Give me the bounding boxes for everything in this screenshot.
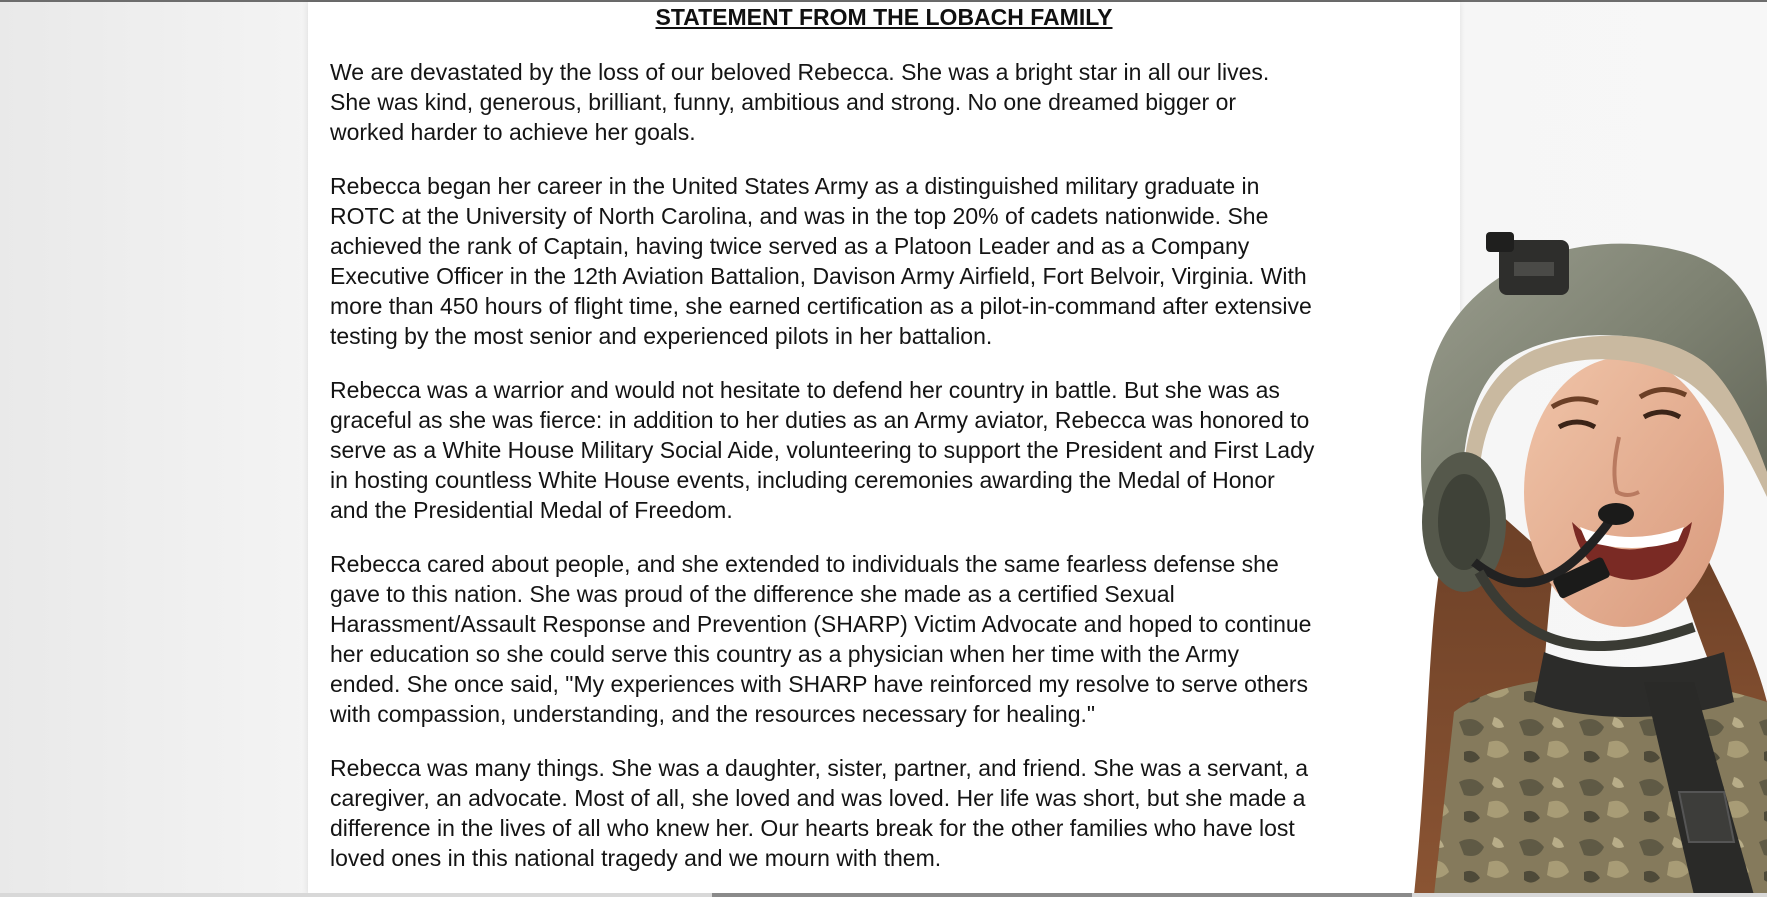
collar (1534, 652, 1734, 717)
paragraph-3: Rebecca was a warrior and would not hesitate to defend her country in battle. But she was as graceful as she was fierce: in addition to her duties as an Army aviator, Rebecca was honored to serve as a White House Military Social Aide, volunteering to support the President and First Lady in hosting countless White House events, including ceremonies awarding the Medal of Honor and the Presidential Medal of Freedom. (330, 377, 1315, 523)
microphone (1598, 503, 1634, 525)
harness-buckle (1679, 792, 1734, 842)
paragraph-4: Rebecca cared about people, and she extended to individuals the same fearless defense she gave to this nation. She was proud of the difference she made as a certified Sexual Harassment/Assault Response and Prevention (SHARP) Victim Advocate and hoped to continue her education so she could serve this country as a physician when her time with the Army ended. She once said, "My experiences with SHARP have reinforced my resolve to serve others with compassion, understanding, and the resources necessary for healing." (330, 551, 1312, 727)
paragraph-5: Rebecca was many things. She was a daughter, sister, partner, and friend. She was a servant, a caregiver, an advocate. Most of all, she loved and was loved. Her life was short, but she made a difference in the lives of all who knew her. Our hearts break for the other families who have lost loved ones in this national tragedy and we mourn with them. (330, 755, 1309, 871)
face (1524, 357, 1724, 627)
bottom-edge (0, 893, 1767, 897)
paragraph-2: Rebecca began her career in the United States Army as a distinguished military graduate in ROTC at the University of North Carolina, and was in the top 20% of cadets nationwide. She achieved the rank of Captain, having twice served as a Platoon Leader and as a Company Executive Officer in the 12th Aviation Battalion, Davison Army Airfield, Fort Belvoir, Virginia. With more than 450 hours of flight time, she earned certification as a pilot-in-command after extensive testing by the most senior and experienced pilots in her battalion. (330, 173, 1312, 349)
document-title: STATEMENT FROM THE LOBACH FAMILY (655, 4, 1113, 30)
soldier-portrait-photo (1394, 232, 1767, 895)
paragraph-1: We are devastated by the loss of our beloved Rebecca. She was a bright star in all our lives. She was kind, generous, brilliant, funny, ambitious and strong. No one dreamed bigger or worked harder to achieve her goals. (330, 59, 1270, 145)
portrait-illustration (1394, 232, 1767, 895)
bottom-edge-dark (712, 893, 1412, 897)
document-body (330, 57, 1430, 897)
document-page (308, 2, 1460, 895)
